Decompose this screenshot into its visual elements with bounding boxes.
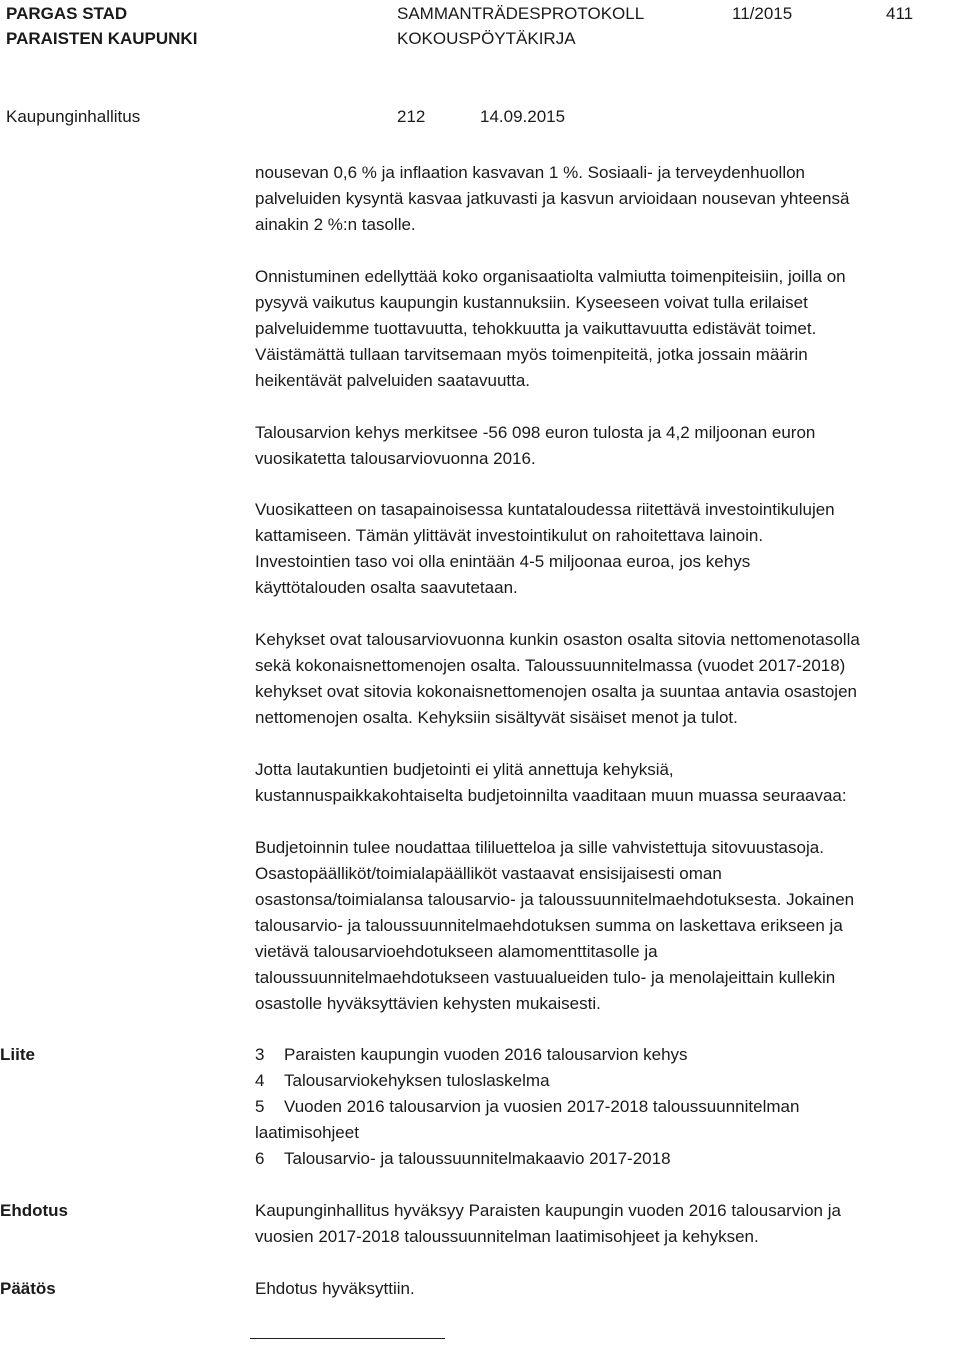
text-line: Osastopäälliköt/toimialapäälliköt vastaavat ensisijaisesti oman	[255, 864, 722, 883]
item-number: 6	[255, 1149, 265, 1168]
item-text: Talousarviokehyksen tuloslaskelma	[284, 1071, 550, 1090]
text-line: Kehykset ovat talousarviovuonna kunkin osaston osalta sitovia nettomenotasolla	[255, 630, 860, 649]
text-line: Talousarvion kehys merkitsee -56 098 euron tulosta ja 4,2 miljoonan euron	[255, 423, 816, 442]
org-name-fi: PARGAS STAD	[6, 4, 128, 23]
doc-type-primary: SAMMANTRÄDESPROTOKOLL	[397, 4, 645, 23]
text-line: vuosien 2017-2018 taloussuunnitelman laatimisohjeet ja kehyksen.	[255, 1227, 759, 1246]
ehdotus-label: Ehdotus	[0, 1201, 68, 1220]
text-line: talousarvio- ja taloussuunnitelmaehdotuksen summa on laskettava erikseen ja	[255, 916, 843, 935]
paragraph-5	[255, 627, 955, 731]
list-item	[255, 1042, 955, 1068]
text-line: käyttötalouden osalta saavutetaan.	[255, 578, 518, 597]
text-line: osastonsa/toimialansa talousarvio- ja taloussuunnitelmaehdotuksesta. Jokainen	[255, 890, 855, 909]
meeting-date: 14.09.2015	[480, 107, 566, 126]
text-line: Kaupunginhallitus hyväksyy Paraisten kaupungin vuoden 2016 talousarvion ja	[255, 1201, 841, 1220]
text-line: osastolle hyväksyttävien kehysten mukaisesti.	[255, 994, 601, 1013]
list-item	[255, 1094, 955, 1120]
liite-list	[255, 1042, 955, 1172]
paragraph-1	[255, 160, 955, 238]
text-line: taloussuunnitelmaehdotukseen vastuualueiden tulo- ja menolajeittain kullekin	[255, 968, 836, 987]
paragraph-6	[255, 757, 955, 809]
item-number: 5	[255, 1097, 265, 1116]
text-line: Jotta lautakuntien budjetointi ei ylitä annettuja kehyksiä,	[255, 760, 674, 779]
item-text: Talousarvio- ja taloussuunnitelmakaavio 2017-2018	[284, 1149, 671, 1168]
text-line: kustannuspaikkakohtaiselta budjetoinnilta vaaditaan muun muassa seuraavaa:	[255, 786, 847, 805]
paatos-text	[255, 1276, 955, 1302]
text-line: kattamiseen. Tämän ylittävät investointikulut on rahoitettava lainoin.	[255, 526, 764, 545]
paragraph-4	[255, 497, 955, 601]
text-line: heikentävät palveluiden saatavuutta.	[255, 371, 531, 390]
text-line: Ehdotus hyväksyttiin.	[255, 1279, 415, 1298]
issue-number: 11/2015	[732, 4, 793, 23]
text-line: palveluidemme tuottavuutta, tehokkuutta ja vaikuttavuutta edistävät toimet.	[255, 319, 817, 338]
item-number: 4	[255, 1071, 265, 1090]
text-line: Budjetoinnin tulee noudattaa tililuetteloa ja sille vahvistettuja sitovuustasoja.	[255, 838, 824, 857]
page-number: 411	[886, 4, 914, 23]
text-line: nousevan 0,6 % ja inflaation kasvavan 1 %. Sosiaali- ja terveydenhuollon	[255, 163, 806, 182]
text-line: ainakin 2 %:n tasolle.	[255, 215, 416, 234]
meeting-body: Kaupunginhallitus	[6, 107, 141, 126]
paragraph-7	[255, 835, 955, 1017]
text-line: palveluiden kysyntä kasvaa jatkuvasti ja kasvun arvioidaan nousevan yhteensä	[255, 189, 850, 208]
text-line: kehykset ovat sitovia kokonaisnettomenojen osalta ja suuntaa antavia osastojen	[255, 682, 857, 701]
text-line: Investointien taso voi olla enintään 4-5 miljoonaa euroa, jos kehys	[255, 552, 751, 571]
item-number: 3	[255, 1045, 265, 1064]
org-name-sv: PARAISTEN KAUPUNKI	[6, 29, 198, 48]
section-number: 212	[397, 107, 426, 126]
signature-line	[250, 1338, 445, 1339]
list-item	[255, 1146, 955, 1172]
paragraph-2	[255, 264, 955, 394]
doc-type-secondary: KOKOUSPÖYTÄKIRJA	[397, 29, 576, 48]
text-line: vietävä talousarvioehdotukseen alamomenttitasolle ja	[255, 942, 658, 961]
item-text-continued: laatimisohjeet	[255, 1123, 359, 1142]
text-line: Väistämättä tullaan tarvitsemaan myös toimenpiteitä, jotka jossain määrin	[255, 345, 808, 364]
liite-label: Liite	[0, 1045, 35, 1064]
text-line: Vuosikatteen on tasapainoisessa kuntataloudessa riitettävä investointikulujen	[255, 500, 835, 519]
paragraph-3	[255, 420, 955, 472]
text-line: sekä kokonaisnettomenojen osalta. Taloussuunnitelmassa (vuodet 2017-2018)	[255, 656, 846, 675]
text-line: nettomenojen osalta. Kehyksiin sisältyvät sisäiset menot ja tulot.	[255, 708, 738, 727]
item-text: Paraisten kaupungin vuoden 2016 talousarvion kehys	[284, 1045, 688, 1064]
text-line: pysyvä vaikutus kaupungin kustannuksiin. Kyseeseen voivat tulla erilaiset	[255, 293, 808, 312]
ehdotus-text	[255, 1198, 955, 1250]
list-item	[255, 1068, 955, 1094]
item-text: Vuoden 2016 talousarvion ja vuosien 2017-2018 taloussuunnitelman	[284, 1097, 800, 1116]
text-line: Onnistuminen edellyttää koko organisaatiolta valmiutta toimenpiteisiin, joilla on	[255, 267, 846, 286]
text-line: vuosikatetta talousarviovuonna 2016.	[255, 449, 536, 468]
paatos-label: Päätös	[0, 1279, 56, 1298]
